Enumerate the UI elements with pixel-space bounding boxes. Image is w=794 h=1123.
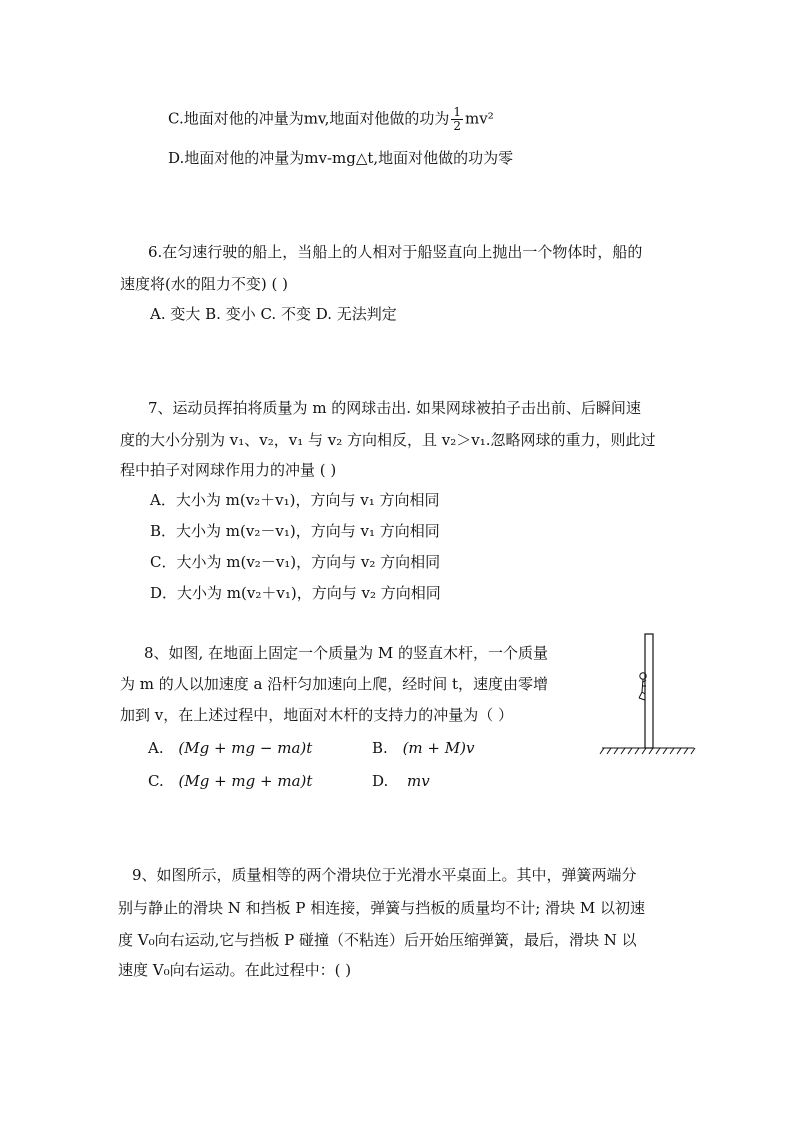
q7-stem-line-2 (120, 430, 656, 450)
q6-options: A. 变大 B. 变小 C. 不变 D. 无法判定 (150, 305, 397, 323)
q8-option-d (372, 771, 430, 791)
q7-stem-line-2b: v₁、v₂，v₁ 与 v₂ 方向相反，且 v₂＞v₁. (229, 431, 491, 449)
q7-option-direction: ，方向与 v₂ 方向相同 (296, 584, 441, 602)
fraction-one-half (451, 106, 463, 133)
q8-stem-line-2: 为 m 的人以加速度 a 沿杆匀加速向上爬，经时间 t，速度由零增 (120, 675, 549, 693)
q7-option-letter: C． (150, 553, 177, 571)
q5-option-c-text: C.地面对他的冲量为mv,地面对他做的功为 (168, 109, 450, 128)
q8-stem-line-1: 8、如图, 在地面上固定一个质量为 M 的竖直木杆，一个质量 (144, 644, 548, 662)
q9-stem-line-4: 速度 V₀向右运动。在此过程中：( ) (118, 961, 352, 979)
q7-option-c (150, 552, 440, 572)
q8-option-c-formula: (Mg + mg + ma)t (178, 772, 313, 790)
q7-option-direction: ，方向与 v₁ 方向相同 (295, 522, 440, 540)
pole (645, 634, 653, 748)
q7-option-b (150, 521, 440, 541)
q7-option-letter: D． (150, 584, 178, 602)
fraction-numerator: 1 (453, 105, 462, 119)
q8-option-c-label: C. (148, 772, 164, 790)
q7-stem-line-1: 7、运动员挥拍将质量为 m 的网球击出. 如果网球被拍子击出前、后瞬间速 (148, 399, 641, 417)
q7-option-direction: ，方向与 v₁ 方向相同 (295, 491, 440, 509)
q9-stem-line-2: 别与静止的滑块 N 和挡板 P 相连接，弹簧与挡板的质量均不计; 滑块 M 以初速 (118, 899, 646, 917)
q7-stem-line-2c: 忽略网球的重力，则此过 (490, 431, 656, 449)
q7-option-magnitude: 大小为 m(v₂－v₁) (176, 522, 296, 540)
ground-hatching (600, 748, 695, 754)
q7-stem-line-2a: 度的大小分别为 (120, 431, 230, 449)
q8-option-d-formula: mv (407, 772, 430, 790)
q8-option-b (372, 738, 474, 758)
q7-option-letter: B． (150, 522, 177, 540)
q7-option-direction: ，方向与 v₂ 方向相同 (296, 553, 441, 571)
q8-option-a (148, 738, 312, 758)
q8-stem-line-3: 加到 v，在上述过程中，地面对木杆的支持力的冲量为（ ） (120, 706, 514, 724)
q8-option-a-label: A. (148, 739, 164, 757)
q6-stem-line-2: 速度将(水的阻力不变) ( ) (120, 275, 288, 293)
q9-stem-line-3: 度 V₀向右运动,它与挡板 P 碰撞（不粘连）后开始压缩弹簧，最后，滑块 N 以 (118, 931, 637, 949)
q9-stem-line-1: 9、如图所示，质量相等的两个滑块位于光滑水平桌面上。其中，弹簧两端分 (132, 866, 637, 884)
q7-stem-line-3: 程中拍子对网球作用力的冲量 ( ) (120, 461, 337, 479)
q8-option-c (148, 771, 312, 791)
fraction-denominator: 2 (453, 119, 462, 133)
q7-option-letter: A． (150, 491, 176, 509)
q8-pole-figure (598, 628, 698, 758)
q7-option-magnitude: 大小为 m(v₂＋v₁) (175, 491, 296, 509)
q6-stem-line-1: 6.在匀速行驶的船上，当船上的人相对于船竖直向上抛出一个物体时，船的 (148, 243, 643, 261)
q7-option-d (150, 583, 441, 603)
q8-option-d-label: D. (372, 772, 389, 790)
q7-option-a (150, 490, 440, 510)
q5-option-d: D.地面对他的冲量为mv-mg△t,地面对他做的功为零 (168, 149, 514, 167)
q8-option-a-formula: (Mg + mg − ma)t (178, 739, 313, 757)
q8-option-b-label: B. (372, 739, 388, 757)
q5-option-c (168, 106, 494, 133)
q5-option-c-post: mv² (465, 109, 494, 128)
q8-option-b-formula: (m + M)v (402, 739, 475, 757)
q7-option-magnitude: 大小为 m(v₂＋v₁) (177, 584, 297, 602)
q7-option-magnitude: 大小为 m(v₂－v₁) (176, 553, 297, 571)
